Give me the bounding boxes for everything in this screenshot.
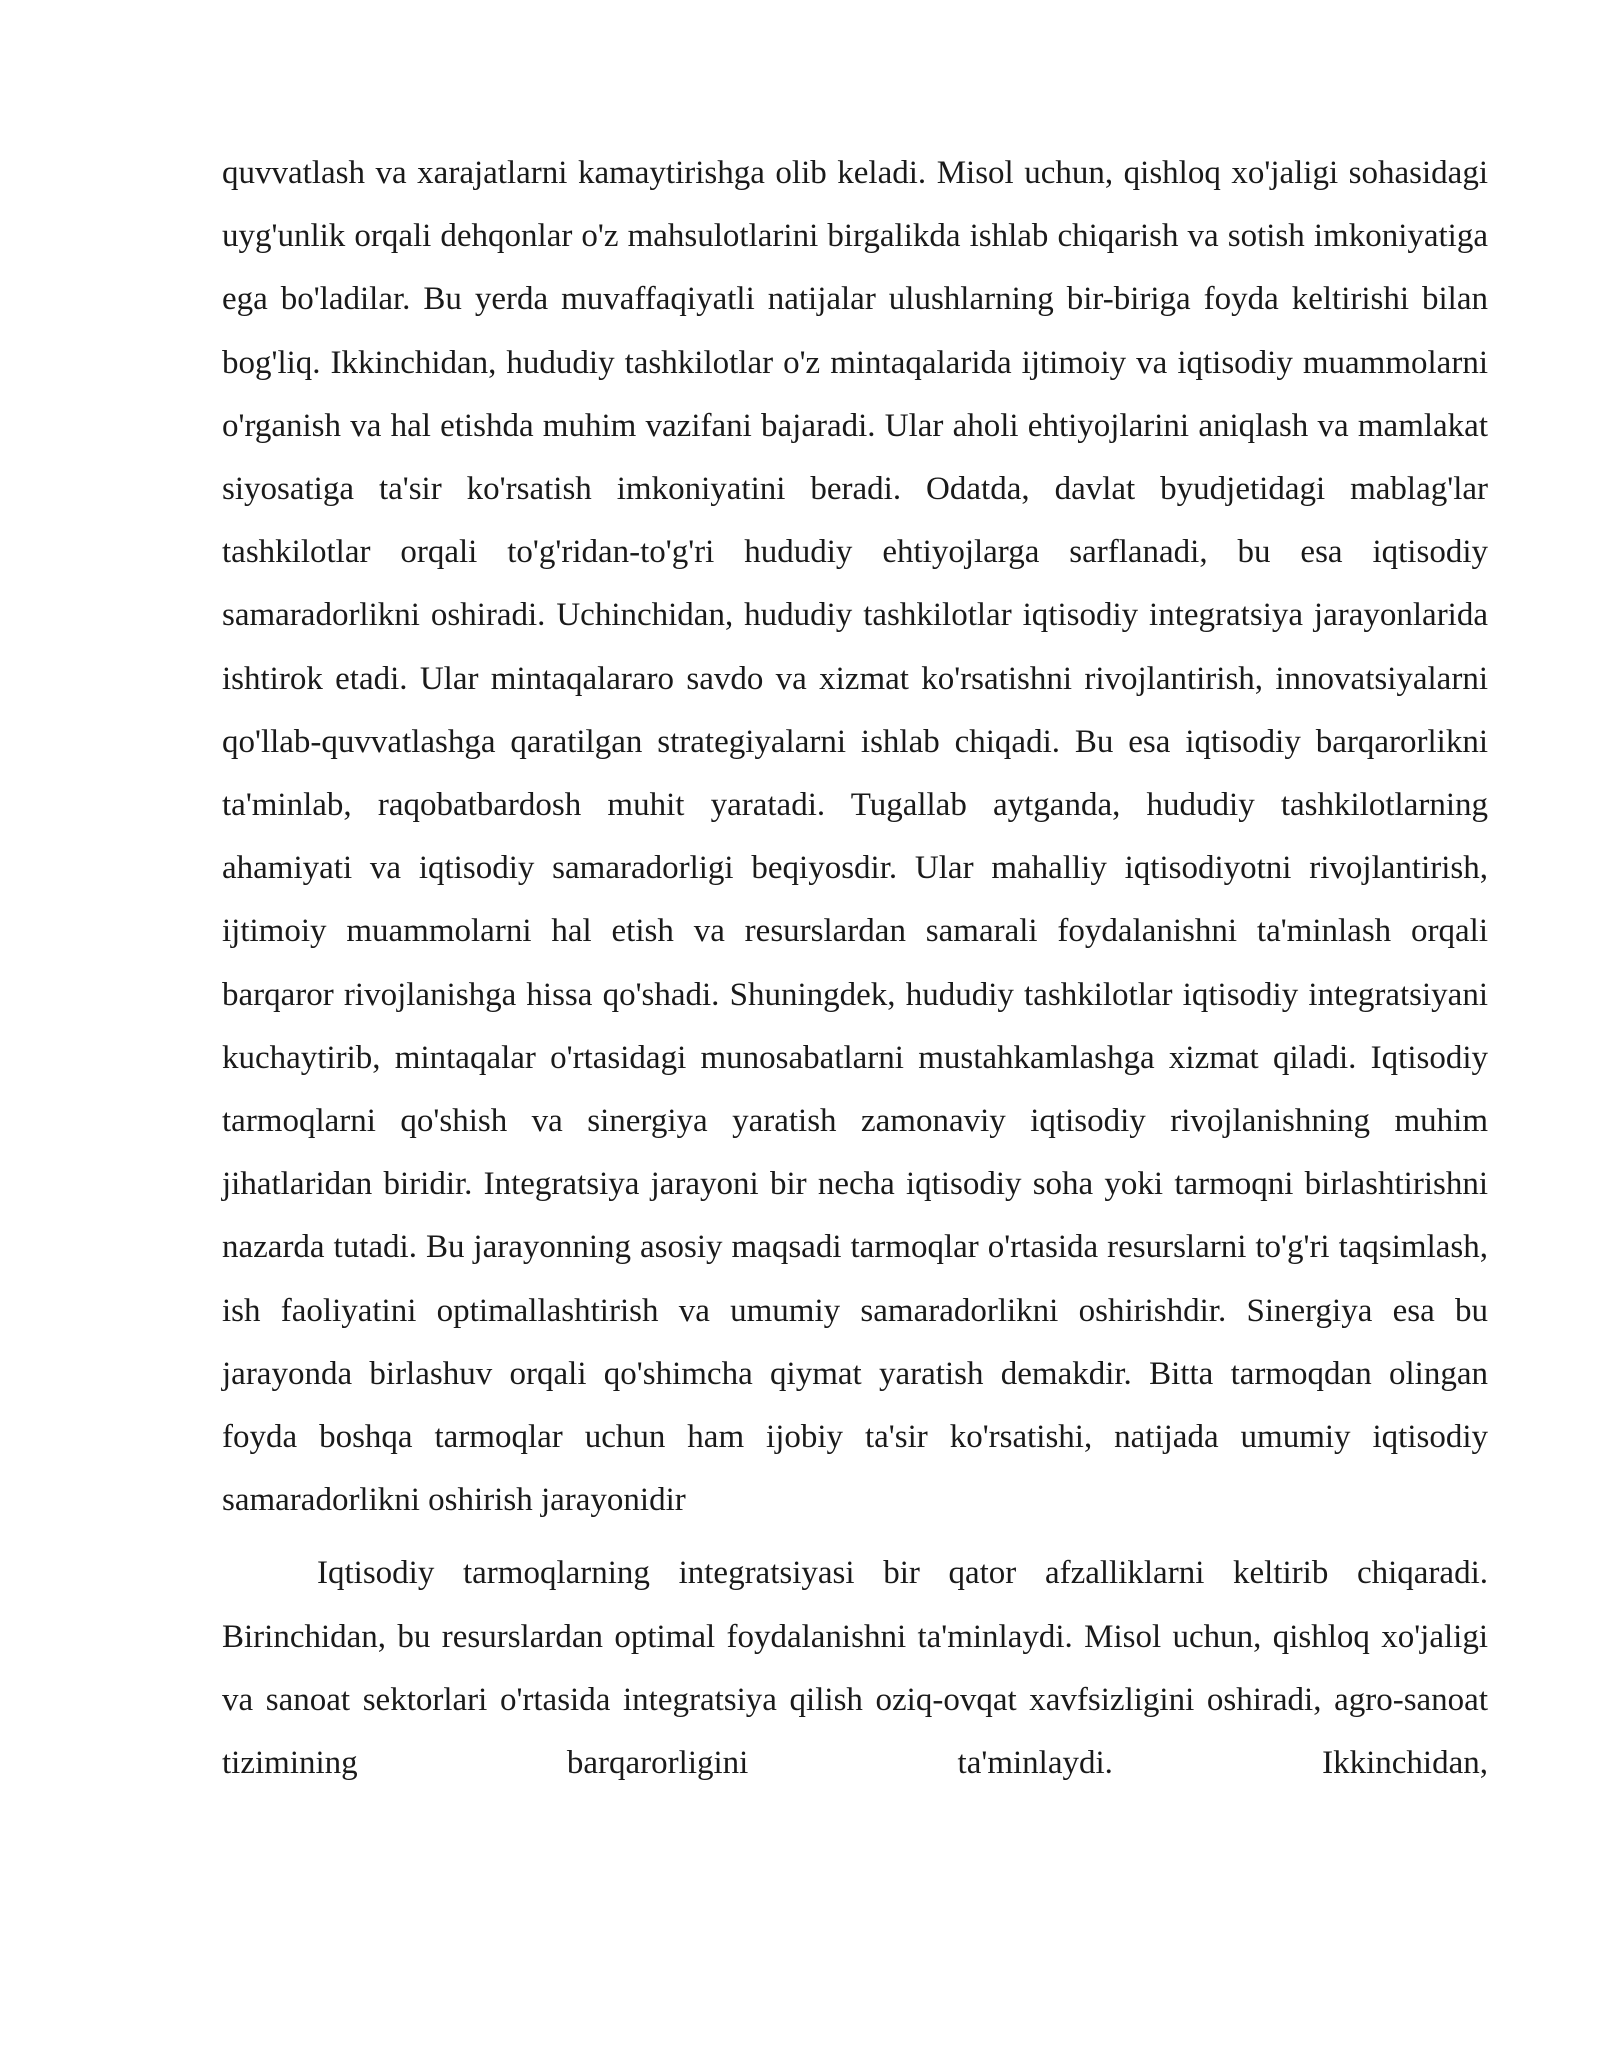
document-body	[222, 142, 1488, 1795]
paragraph-2: Iqtisodiy tarmoqlarning integratsiyasi bir qator afzalliklarni keltirib chiqaradi. Birinchidan, bu resurslardan optimal foydalanishni ta'minlaydi. Misol uchun, qishloq xo'jaligi va sanoat sektorlari o'rtasida integratsiya qilish oziq-ovqat xavfsizligini oshiradi, agro-sanoat tizimining barqarorligini ta'minlaydi. Ikkinchidan,	[222, 1555, 1488, 1782]
paragraph-1: quvvatlash va xarajatlarni kamaytirishga olib keladi. Misol uchun, qishloq xo'jaligi sohasidagi uyg'unlik orqali dehqonlar o'z mahsulotlarini birgalikda ishlab chiqarish va sotish imkoniyatiga ega bo'ladilar. Bu yerda muvaffaqiyatli natijalar ulushlarning bir-biriga foyda keltirishi bilan bog'liq. Ikkinchidan, hududiy tashkilotlar o'z mintaqalarida ijtimoiy va iqtisodiy muammolarni o'rganish va hal etishda muhim vazifani bajaradi. Ular aholi ehtiyojlarini aniqlash va mamlakat siyosatiga ta'sir ko'rsatish imkoniyatini beradi. Odatda, davlat byudjetidagi mablag'lar tashkilotlar orqali to'g'ridan-to'g'ri hududiy ehtiyojlarga sarflanadi, bu esa iqtisodiy samaradorlikni oshiradi. Uchinchidan, hududiy tashkilotlar iqtisodiy integratsiya jarayonlarida ishtirok etadi. Ular mintaqalararo savdo va xizmat ko'rsatishni rivojlantirish, innovatsiyalarni qo'llab-quvvatlashga qaratilgan strategiyalarni ishlab chiqadi. Bu esa iqtisodiy barqarorlikni ta'minlab, raqobatbardosh muhit yaratadi. Tugallab aytganda, hududiy tashkilotlarning ahamiyati va iqtisodiy samaradorligi beqiyosdir. Ular mahalliy iqtisodiyotni rivojlantirish, ijtimoiy muammolarni hal etish va resurslardan samarali foydalanishni ta'minlash orqali barqaror rivojlanishga hissa qo'shadi. Shuningdek, hududiy tashkilotlar iqtisodiy integratsiyani kuchaytirib, mintaqalar o'rtasidagi munosabatlarni mustahkamlashga xizmat qiladi. Iqtisodiy tarmoqlarni qo'shish va sinergiya yaratish zamonaviy iqtisodiy rivojlanishning muhim jihatlaridan biridir. Integratsiya jarayoni bir necha iqtisodiy soha yoki tarmoqni birlashtirishni nazarda tutadi. Bu jarayonning asosiy maqsadi tarmoqlar o'rtasida resurslarni to'g'ri taqsimlash, ish faoliyatini optimallashtirish va umumiy samaradorlikni oshirishdir. Sinergiya esa bu jarayonda birlashuv orqali qo'shimcha qiymat yaratish demakdir. Bitta tarmoqdan olingan foyda boshqa tarmoqlar uchun ham ijobiy ta'sir ko'rsatishi, natijada umumiy iqtisodiy samaradorlikni oshirish jarayonidir	[222, 155, 1488, 1519]
